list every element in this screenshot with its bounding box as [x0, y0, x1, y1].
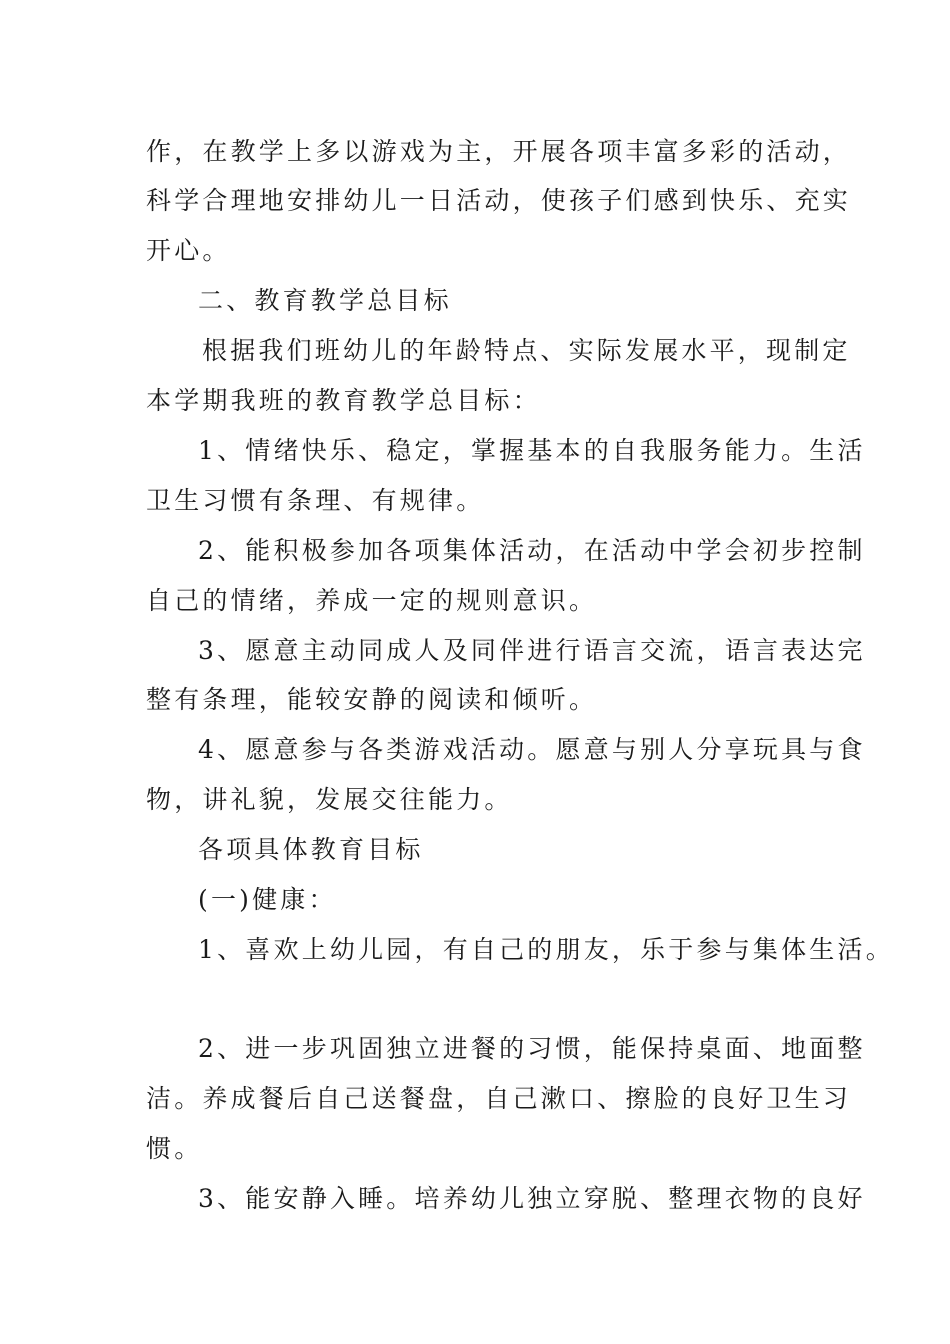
section-heading: 各项具体教育目标	[198, 835, 424, 864]
text-line: 惯。	[146, 1134, 203, 1163]
list-item: 3、愿意主动同成人及同伴进行语言交流，语言表达完	[198, 636, 866, 665]
section-heading: 二、教育教学总目标	[198, 286, 452, 315]
text-line: 开心。	[146, 236, 231, 265]
list-item: 3、能安静入睡。培养幼儿独立穿脱、整理衣物的良好	[198, 1184, 866, 1213]
text-line: 自己的情绪，养成一定的规则意识。	[146, 586, 598, 615]
subsection-heading: (一)健康：	[198, 885, 337, 914]
text-line: 根据我们班幼儿的年龄特点、实际发展水平，现制定	[202, 336, 851, 365]
text-line: 科学合理地安排幼儿一日活动，使孩子们感到快乐、充实	[146, 186, 852, 215]
list-item: 1、喜欢上幼儿园，有自己的朋友，乐于参与集体生活。	[198, 935, 894, 964]
text-line: 物，讲礼貌，发展交往能力。	[146, 785, 513, 814]
text-line: 洁。养成餐后自己送餐盘，自己漱口、擦脸的良好卫生习	[146, 1084, 852, 1113]
list-item: 1、情绪快乐、稳定，掌握基本的自我服务能力。生活	[198, 436, 866, 465]
text-line: 整有条理，能较安静的阅读和倾听。	[146, 685, 598, 714]
list-item: 4、愿意参与各类游戏活动。愿意与别人分享玩具与食	[198, 735, 866, 764]
text-line: 本学期我班的教育教学总目标：	[146, 386, 541, 415]
text-line: 卫生习惯有条理、有规律。	[146, 486, 485, 515]
list-item: 2、能积极参加各项集体活动，在活动中学会初步控制	[198, 536, 866, 565]
list-item: 2、进一步巩固独立进餐的习惯，能保持桌面、地面整	[198, 1034, 866, 1063]
text-line: 作，在教学上多以游戏为主，开展各项丰富多彩的活动，	[146, 137, 852, 166]
